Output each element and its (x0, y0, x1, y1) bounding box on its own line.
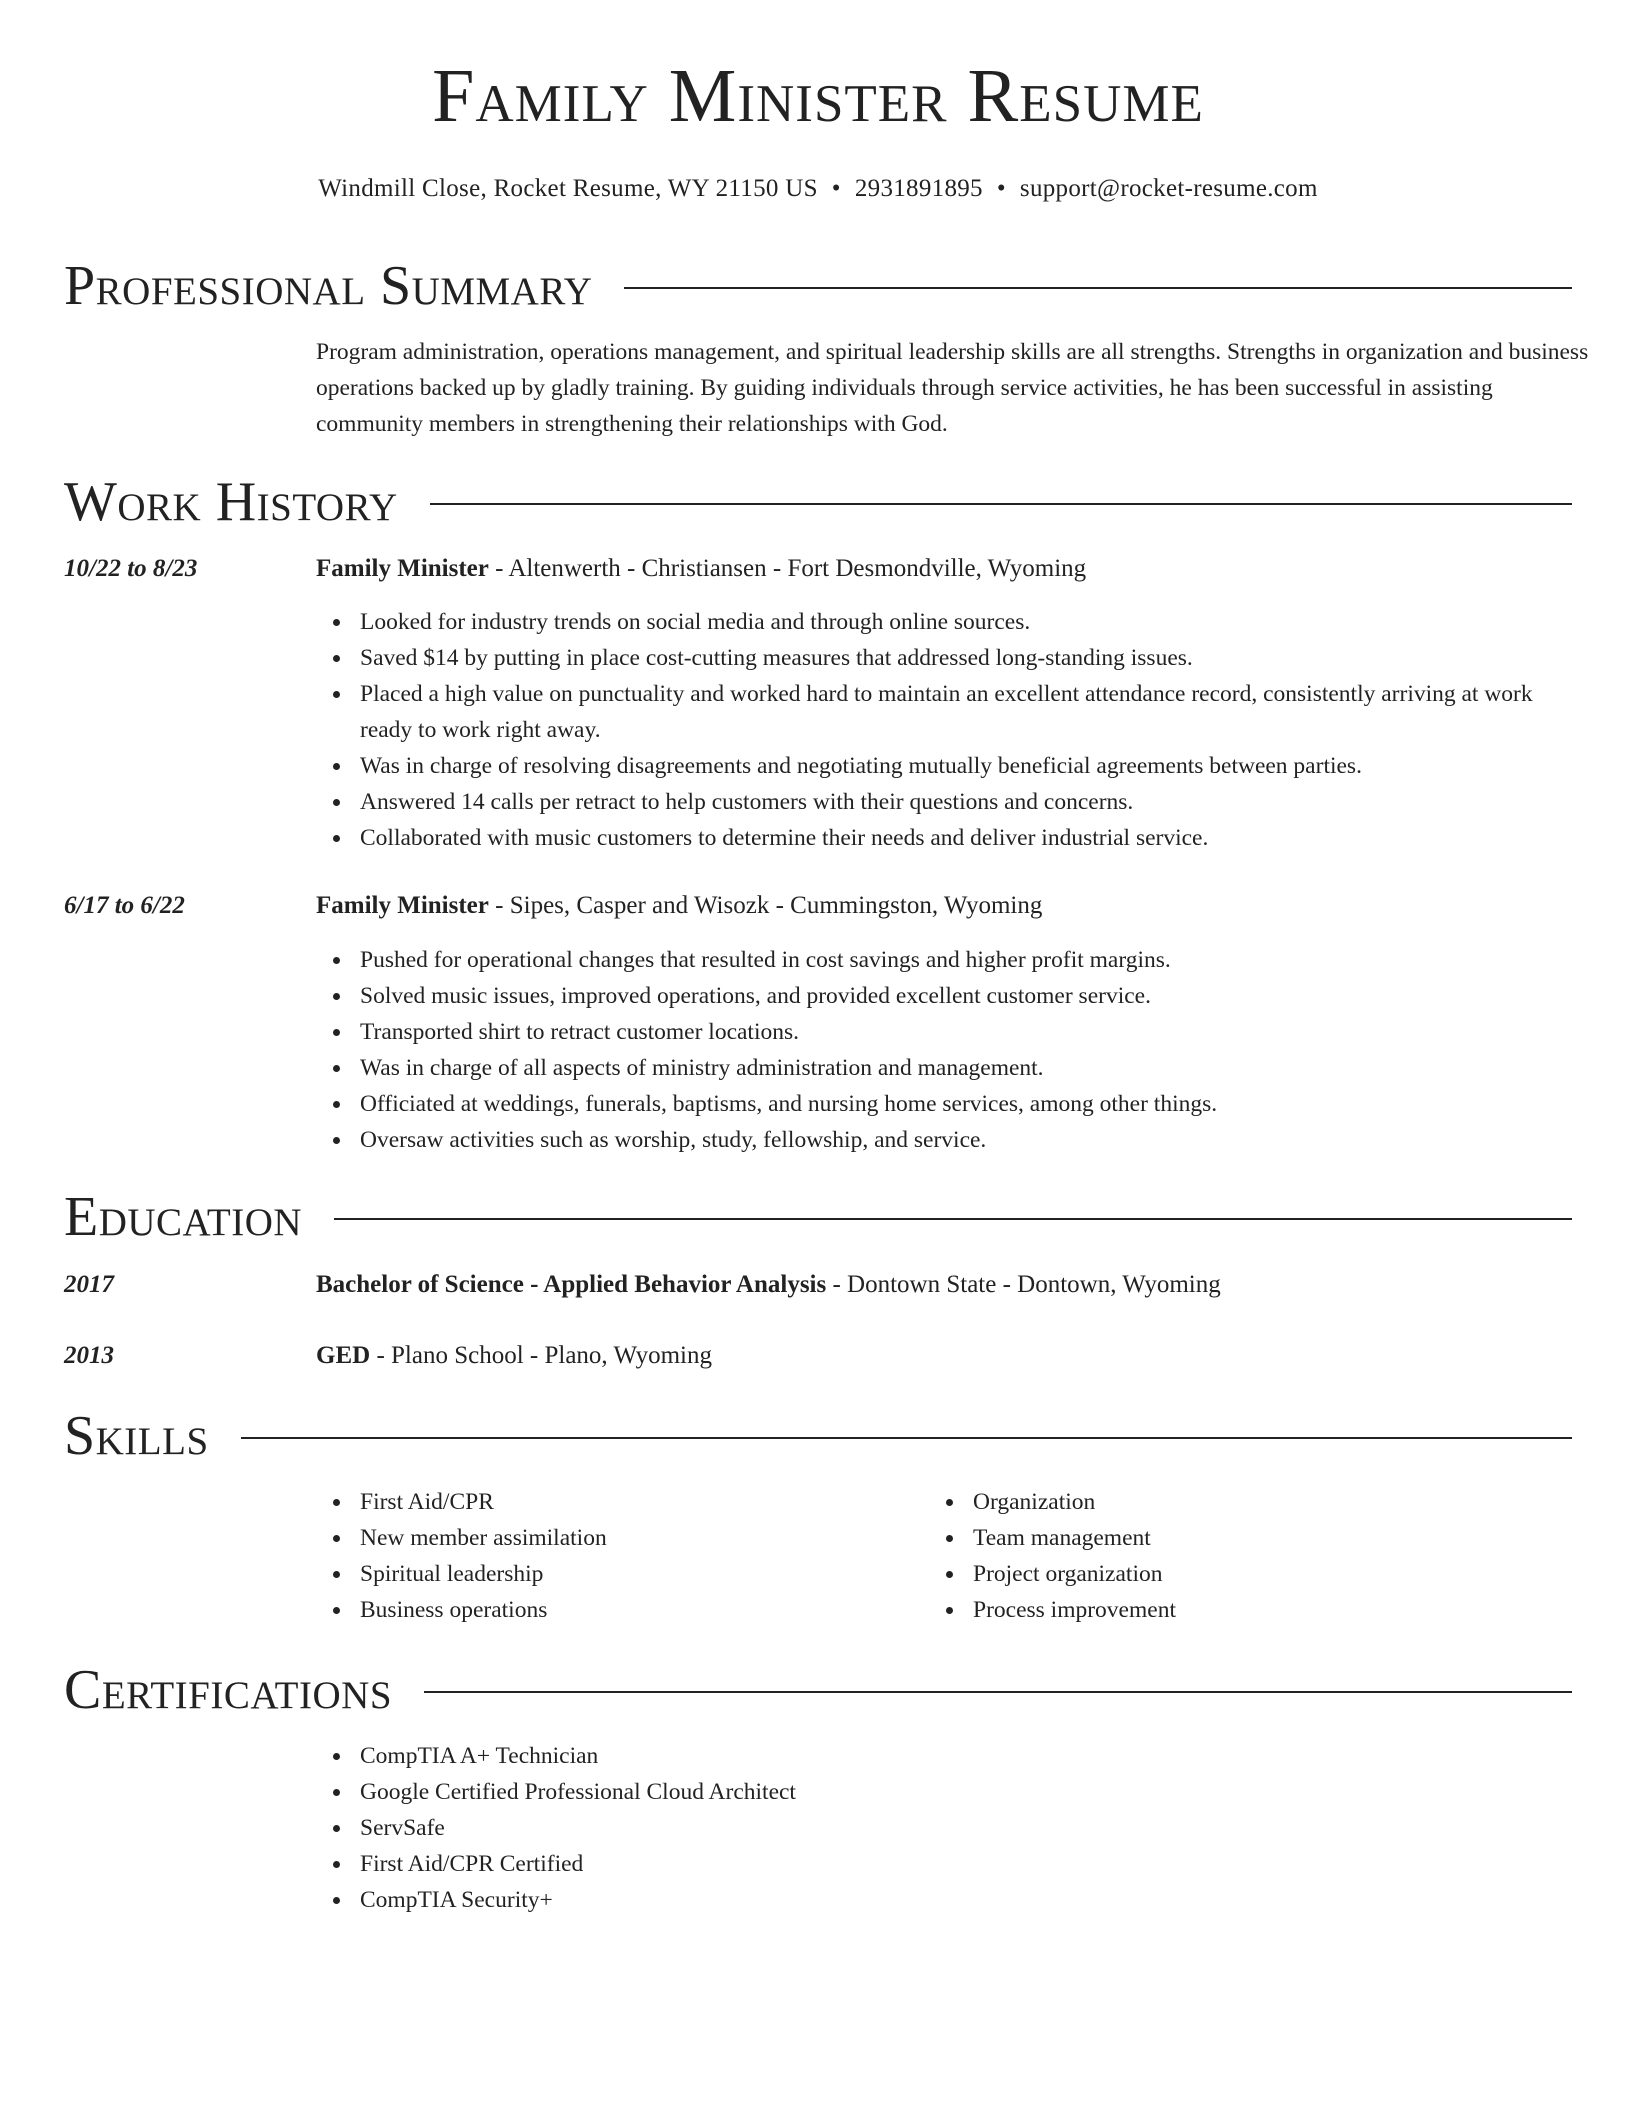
list-item: Looked for industry trends on social media and through online sources. (316, 604, 1572, 640)
section-rule (424, 1691, 1572, 1693)
certification-item: First Aid/CPR Certified (316, 1846, 1572, 1882)
section-heading: Work History (64, 471, 398, 533)
certification-item: Google Certified Professional Cloud Architect (316, 1774, 1572, 1810)
education-degree: GED (316, 1342, 371, 1369)
section-rule (430, 503, 1572, 505)
section-rule (334, 1218, 1572, 1220)
list-item: Saved $14 by putting in place cost-cutting measures that addressed long-standing issues. (316, 640, 1572, 676)
list-item: Was in charge of resolving disagreements and negotiating mutually beneficial agreements between parties. (316, 748, 1572, 784)
job-headline (316, 890, 1042, 922)
skill-item: Process improvement (929, 1592, 1489, 1628)
job-details: - Sipes, Casper and Wisozk - Cummingston, Wyoming (488, 892, 1043, 919)
skills-right-column (929, 1484, 1489, 1628)
certification-item: ServSafe (316, 1810, 1572, 1846)
contact-separator: • (996, 175, 1006, 202)
job-dates: 10/22 to 8/23 (64, 555, 198, 582)
job-title: Family Minister (316, 892, 489, 919)
contact-address: Windmill Close, Rocket Resume, WY 21150 US (318, 175, 818, 202)
section-rule (241, 1437, 1572, 1439)
skill-item: Business operations (316, 1592, 876, 1628)
education-year: 2017 (64, 1271, 114, 1298)
section-heading: Skills (64, 1405, 209, 1467)
section-heading: Education (64, 1186, 303, 1248)
skill-item: New member assimilation (316, 1520, 876, 1556)
education-details: - Plano School - Plano, Wyoming (370, 1342, 712, 1369)
job-1-bullets (316, 604, 1572, 856)
job-headline (316, 553, 1086, 585)
contact-line (64, 176, 1572, 201)
education-headline (316, 1340, 712, 1372)
section-rule (624, 287, 1572, 289)
section-professional-summary (64, 255, 1572, 317)
contact-separator: • (831, 175, 841, 202)
contact-phone: 2931891895 (854, 175, 983, 202)
skill-item: Project organization (929, 1556, 1489, 1592)
education-headline (316, 1269, 1221, 1301)
education-year: 2013 (64, 1342, 114, 1369)
list-item: Placed a high value on punctuality and worked hard to maintain an excellent attendance record, consistently arriving at work ready to work right away. (316, 676, 1572, 748)
list-item: Oversaw activities such as worship, study, fellowship, and service. (316, 1122, 1572, 1158)
job-dates: 6/17 to 6/22 (64, 892, 185, 919)
skill-item: Spiritual leadership (316, 1556, 876, 1592)
list-item: Was in charge of all aspects of ministry administration and management. (316, 1050, 1572, 1086)
certification-item: CompTIA Security+ (316, 1882, 1572, 1918)
list-item: Transported shirt to retract customer locations. (316, 1014, 1572, 1050)
education-degree: Bachelor of Science - Applied Behavior Analysis (316, 1271, 827, 1298)
section-certifications (64, 1659, 1572, 1721)
job-details: - Altenwerth - Christiansen - Fort Desmondville, Wyoming (488, 555, 1087, 582)
certifications-list (316, 1738, 1572, 1918)
certification-item: CompTIA A+ Technician (316, 1738, 1572, 1774)
list-item: Collaborated with music customers to determine their needs and deliver industrial service. (316, 820, 1572, 856)
list-item: Solved music issues, improved operations, and provided excellent customer service. (316, 978, 1572, 1014)
list-item: Answered 14 calls per retract to help customers with their questions and concerns. (316, 784, 1572, 820)
skill-item: First Aid/CPR (316, 1484, 876, 1520)
job-2-bullets (316, 942, 1572, 1158)
skill-item: Team management (929, 1520, 1489, 1556)
section-skills (64, 1405, 1572, 1467)
skills-left-column (316, 1484, 876, 1628)
contact-email[interactable]: support@rocket-resume.com (1019, 175, 1318, 202)
education-details: - Dontown State - Dontown, Wyoming (826, 1271, 1221, 1298)
section-education (64, 1186, 1572, 1248)
list-item: Pushed for operational changes that resulted in cost savings and higher profit margins. (316, 942, 1572, 978)
skill-item: Organization (929, 1484, 1489, 1520)
resume-title: Family Minister Resume (432, 54, 1204, 138)
summary-text: Program administration, operations management, and spiritual leadership skills are all strengths. Strengths in organization and business operations backed up by gladly training. By guiding individuals through service activities, he has been successful in assisting community members in strengthening their relationships with God. (316, 339, 1589, 437)
section-work-history (64, 471, 1572, 533)
section-heading: Professional Summary (64, 255, 593, 317)
job-title: Family Minister (316, 555, 489, 582)
list-item: Officiated at weddings, funerals, baptisms, and nursing home services, among other things. (316, 1086, 1572, 1122)
section-heading: Certifications (64, 1659, 393, 1721)
